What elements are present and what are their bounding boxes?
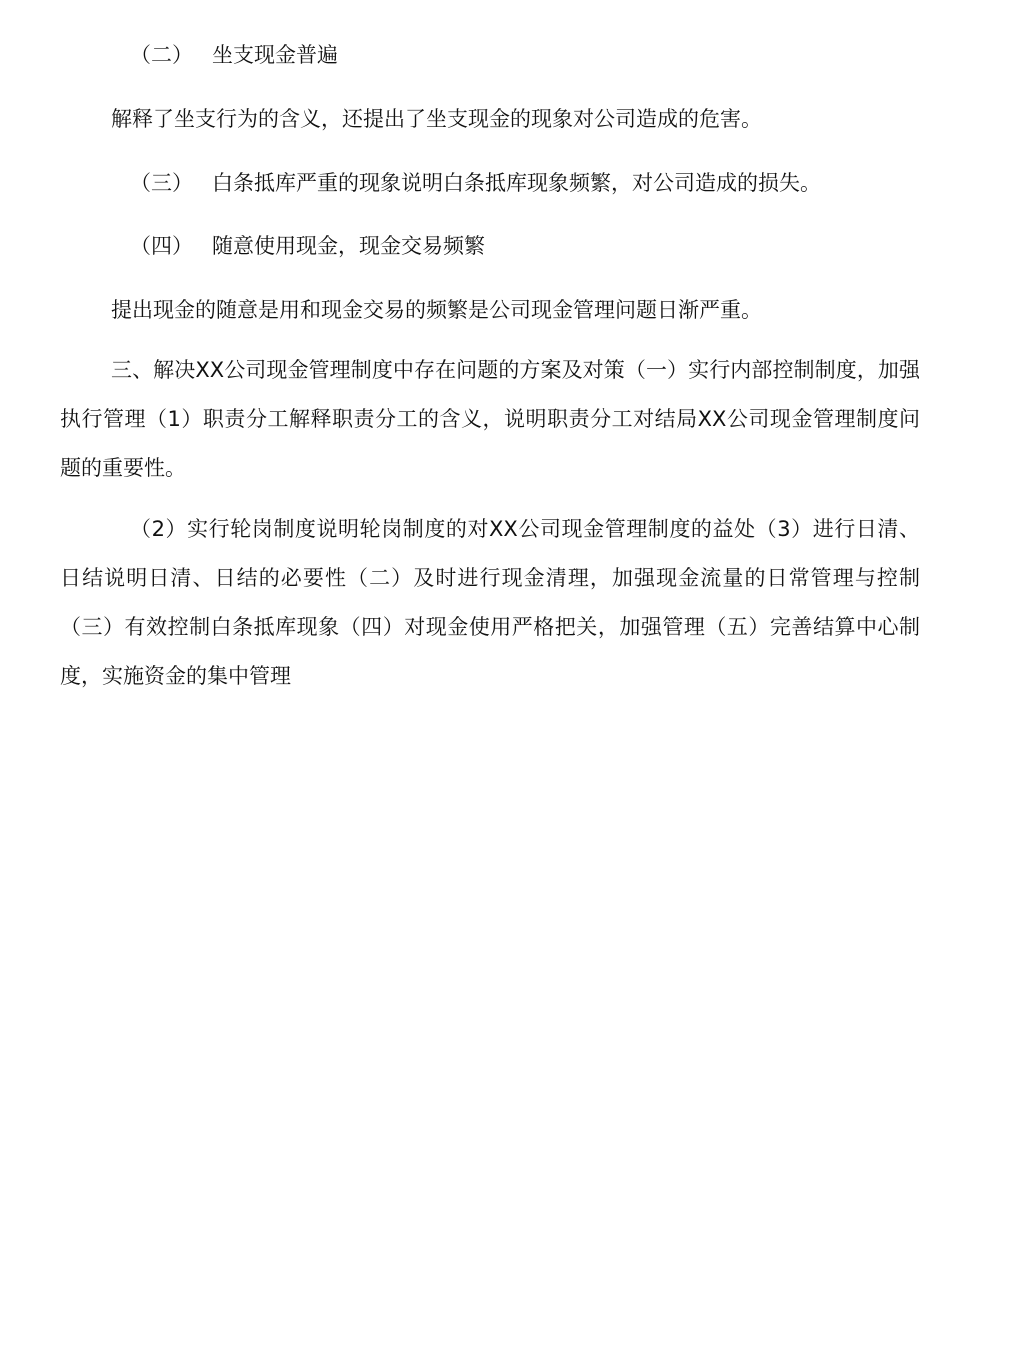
heading-3-number: （三） — [130, 171, 193, 195]
heading-2-number: （二） — [130, 43, 193, 67]
heading-4-text: 随意使用现金，现金交易频繁 — [212, 234, 485, 258]
heading-3 — [130, 168, 821, 198]
paragraph-4: 提出现金的随意是用和现金交易的频繁是公司现金管理问题日渐严重。 — [111, 298, 762, 322]
heading-3-text: 白条抵库严重的现象说明白条抵库现象频繁，对公司造成的损失。 — [212, 171, 821, 195]
section-3-paragraph: 三、解决XX公司现金管理制度中存在问题的方案及对策（一）实行内部控制制度，加强执行管理（1）职责分工解释职责分工的含义，说明职责分工对结局XX公司现金管理制度问题的重要性。 — [60, 358, 920, 480]
heading-2 — [130, 40, 338, 70]
heading-2-text: 坐支现金普遍 — [212, 43, 338, 67]
heading-4-number: （四） — [130, 234, 193, 258]
heading-4 — [130, 231, 485, 261]
section-3-continuation-paragraph: （2）实行轮岗制度说明轮岗制度的对XX公司现金管理制度的益处（3）进行日清、日结说明日清、日结的必要性（二）及时进行现金清理，加强现金流量的日常管理与控制（三）有效控制白条抵库现象（四）对现金使用严格把关，加强管理（五）完善结算中心制度，实施资金的集中管理 — [60, 517, 920, 688]
paragraph-2: 解释了坐支行为的含义，还提出了坐支现金的现象对公司造成的危害。 — [111, 107, 762, 131]
